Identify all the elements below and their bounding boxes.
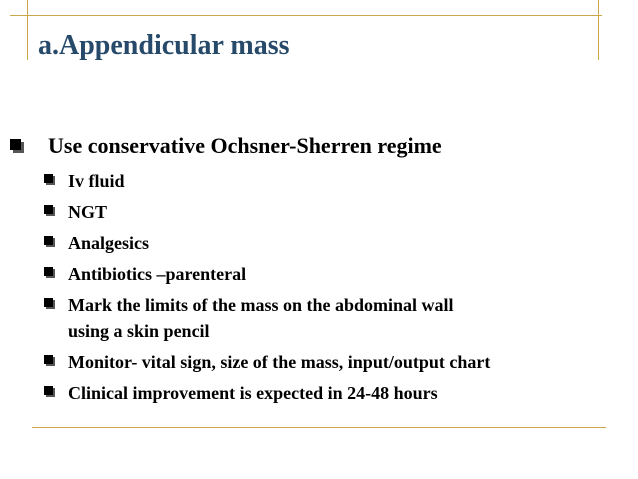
sub-bullet-text [68,292,454,344]
sub-bullet-text [68,168,125,194]
sub-bullet-item [44,380,490,406]
frame-line-left [27,0,28,60]
frame-line-top [10,15,602,16]
sub-bullet-line: NGT [68,202,108,222]
square-bullet-icon [44,174,55,185]
sub-bullet-text [68,261,246,287]
frame-line-right [598,0,599,60]
sub-bullet-line: Mark the limits of the mass on the abdominal wall [68,295,454,315]
sub-bullet-item [44,261,490,287]
sub-bullet-item [44,168,490,194]
square-bullet-icon [44,298,55,309]
sub-bullet-item [44,230,490,256]
sub-bullet-line: Antibiotics –parenteral [68,264,247,284]
main-bullet [10,133,442,159]
sub-bullet-text [68,230,149,256]
main-bullet-text: Use conservative Ochsner-Sherren regime [48,133,442,158]
square-bullet-icon [44,205,55,216]
sub-bullet-text [68,349,490,375]
sub-bullet-text [68,199,107,225]
square-bullet-icon [44,267,55,278]
sub-bullet-item [44,199,490,225]
square-bullet-icon [44,386,55,397]
square-bullet-icon [44,236,55,247]
sub-bullet-line: Analgesics [68,233,149,253]
square-bullet-icon [10,139,24,153]
sub-bullet-line: using a skin pencil [68,321,210,341]
sub-bullet-item [44,349,490,375]
frame-line-bottom [32,427,606,428]
sub-bullet-item [44,292,490,344]
sub-bullet-list [44,168,490,411]
sub-bullet-text [68,380,438,406]
sub-bullet-line: Iv fluid [68,171,125,191]
square-bullet-icon [44,355,55,366]
sub-bullet-line: Monitor- vital sign, size of the mass, input/output chart [68,352,491,372]
sub-bullet-line: Clinical improvement is expected in 24-48 hours [68,383,438,403]
slide-title: a.Appendicular mass [38,30,290,61]
